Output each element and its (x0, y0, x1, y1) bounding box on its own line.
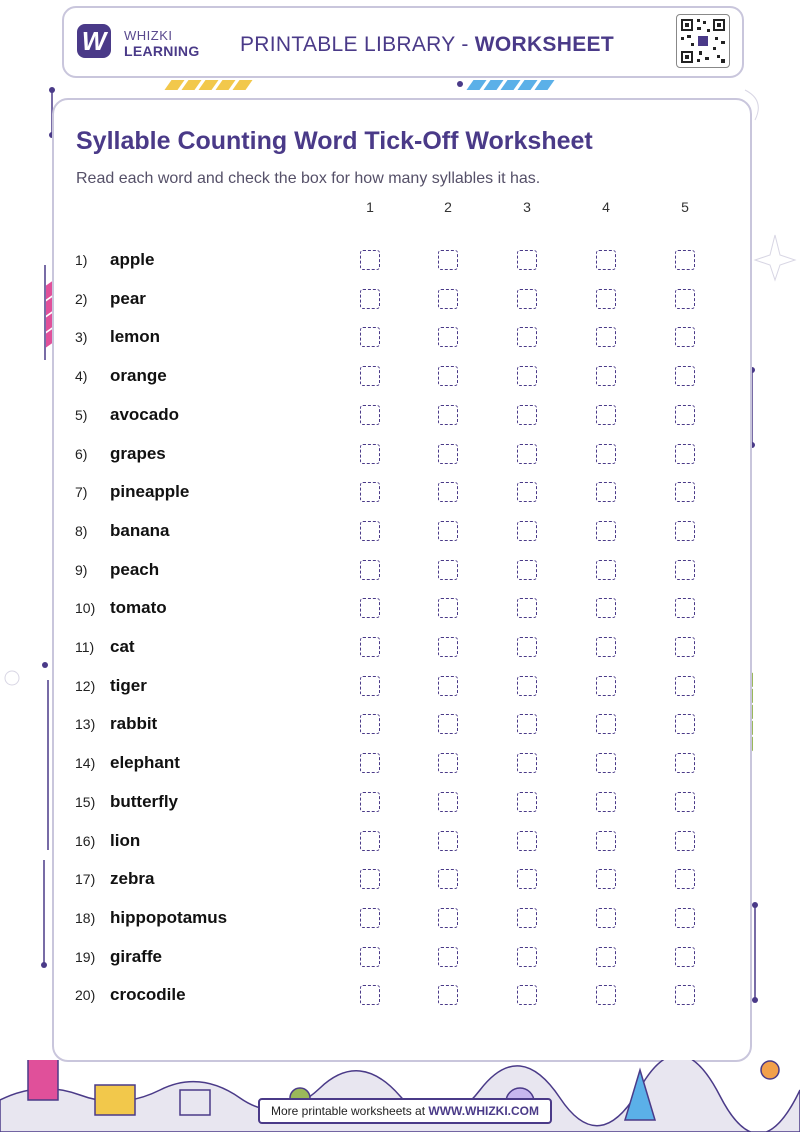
row-number: 1) (75, 252, 88, 268)
row-word: crocodile (110, 985, 186, 1005)
syllable-checkbox-5[interactable] (675, 521, 695, 541)
footer-text: More printable worksheets at (270, 1104, 429, 1118)
header-title-bold: WORKSHEET (474, 33, 614, 56)
row-word: tiger (110, 675, 147, 695)
syllable-checkbox-5[interactable] (675, 753, 695, 773)
syllable-checkbox-3[interactable] (517, 714, 537, 734)
syllable-checkbox-1[interactable] (360, 250, 380, 270)
header-banner (62, 6, 744, 78)
syllable-checkbox-2[interactable] (438, 985, 458, 1005)
syllable-checkbox-4[interactable] (596, 444, 616, 464)
syllable-checkbox-1[interactable] (360, 714, 380, 734)
syllable-checkbox-3[interactable] (517, 985, 537, 1005)
syllable-checkbox-5[interactable] (675, 947, 695, 967)
row-word: pineapple (110, 482, 190, 502)
yellow-stripes (168, 80, 249, 90)
syllable-checkbox-2[interactable] (438, 831, 458, 851)
row-word: pear (110, 288, 146, 308)
syllable-checkbox-4[interactable] (596, 985, 616, 1005)
syllable-checkbox-3[interactable] (517, 560, 537, 580)
syllable-checkbox-2[interactable] (438, 869, 458, 889)
row-word: hippopotamus (110, 907, 228, 927)
syllable-checkbox-5[interactable] (675, 366, 695, 386)
logo-text-bottom: LEARNING (124, 43, 200, 59)
syllable-checkbox-2[interactable] (438, 366, 458, 386)
syllable-checkbox-3[interactable] (517, 444, 537, 464)
row-word: rabbit (110, 714, 158, 734)
syllable-checkbox-1[interactable] (360, 792, 380, 812)
syllable-checkbox-4[interactable] (596, 714, 616, 734)
syllable-checkbox-4[interactable] (596, 947, 616, 967)
syllable-checkbox-4[interactable] (596, 676, 616, 696)
syllable-checkbox-2[interactable] (438, 792, 458, 812)
syllable-checkbox-5[interactable] (675, 598, 695, 618)
syllable-checkbox-3[interactable] (517, 869, 537, 889)
row-word: giraffe (110, 946, 162, 966)
syllable-checkbox-2[interactable] (438, 560, 458, 580)
syllable-checkbox-5[interactable] (675, 482, 695, 502)
syllable-checkbox-3[interactable] (517, 753, 537, 773)
row-number: 3) (75, 329, 88, 346)
qr-code-icon[interactable] (676, 14, 730, 68)
syllable-checkbox-5[interactable] (675, 985, 695, 1005)
row-number: 20) (75, 987, 96, 1004)
syllable-checkbox-2[interactable] (438, 521, 458, 541)
syllable-checkbox-5[interactable] (675, 908, 695, 928)
syllable-checkbox-3[interactable] (517, 792, 537, 812)
logo-icon[interactable]: W (77, 24, 111, 58)
row-word: grapes (110, 443, 166, 463)
syllable-checkbox-4[interactable] (596, 289, 616, 309)
row-word: lemon (110, 327, 161, 347)
row-word: elephant (110, 753, 180, 773)
row-number: 8) (75, 522, 88, 539)
row-number: 5) (75, 406, 88, 423)
blue-stripes (470, 80, 551, 90)
header-title (240, 33, 614, 57)
syllable-checkbox-4[interactable] (596, 250, 616, 270)
syllable-checkbox-2[interactable] (438, 250, 458, 270)
syllable-checkbox-5[interactable] (675, 792, 695, 812)
syllable-checkbox-5[interactable] (675, 444, 695, 464)
syllable-checkbox-4[interactable] (596, 598, 616, 618)
syllable-checkbox-2[interactable] (438, 676, 458, 696)
syllable-checkbox-4[interactable] (596, 908, 616, 928)
row-number: 12) (75, 677, 96, 694)
syllable-checkbox-1[interactable] (360, 908, 380, 928)
syllable-checkbox-2[interactable] (438, 753, 458, 773)
syllable-checkbox-2[interactable] (438, 598, 458, 618)
row-number: 19) (75, 948, 96, 965)
syllable-checkbox-5[interactable] (675, 676, 695, 696)
syllable-checkbox-3[interactable] (517, 831, 537, 851)
footer-link-banner[interactable] (258, 1098, 552, 1124)
syllable-checkbox-4[interactable] (596, 831, 616, 851)
syllable-checkbox-2[interactable] (438, 714, 458, 734)
syllable-checkbox-4[interactable] (596, 327, 616, 347)
column-header-5: 5 (681, 199, 689, 215)
syllable-checkbox-5[interactable] (675, 327, 695, 347)
row-number: 14) (75, 755, 96, 772)
syllable-checkbox-3[interactable] (517, 289, 537, 309)
syllable-checkbox-1[interactable] (360, 521, 380, 541)
worksheet-title: Syllable Counting Word Tick-Off Worksheet (76, 127, 593, 155)
syllable-checkbox-4[interactable] (596, 637, 616, 657)
row-number: 9) (75, 561, 88, 578)
syllable-checkbox-1[interactable] (360, 598, 380, 618)
syllable-checkbox-1[interactable] (360, 637, 380, 657)
syllable-checkbox-1[interactable] (360, 560, 380, 580)
row-number: 4) (75, 368, 88, 385)
row-number: 18) (75, 909, 96, 926)
logo-text-top: WHIZKI (124, 28, 173, 43)
syllable-checkbox-2[interactable] (438, 637, 458, 657)
row-number: 16) (75, 832, 96, 849)
footer-website-link[interactable]: WWW.WHIZKI.COM (428, 1104, 540, 1118)
row-word: cat (110, 637, 135, 656)
syllable-checkbox-3[interactable] (517, 482, 537, 502)
syllable-checkbox-5[interactable] (675, 405, 695, 425)
worksheet-instructions: Read each word and check the box for how many syllables it has. (76, 170, 541, 187)
syllable-checkbox-3[interactable] (517, 250, 537, 270)
row-word: banana (110, 520, 170, 540)
syllable-checkbox-1[interactable] (360, 985, 380, 1005)
row-word: peach (110, 559, 160, 579)
syllable-checkbox-2[interactable] (438, 444, 458, 464)
syllable-checkbox-5[interactable] (675, 831, 695, 851)
syllable-checkbox-1[interactable] (360, 289, 380, 309)
syllable-checkbox-1[interactable] (360, 366, 380, 386)
syllable-checkbox-3[interactable] (517, 908, 537, 928)
syllable-checkbox-1[interactable] (360, 753, 380, 773)
syllable-checkbox-4[interactable] (596, 792, 616, 812)
syllable-checkbox-5[interactable] (675, 714, 695, 734)
syllable-checkbox-2[interactable] (438, 327, 458, 347)
syllable-checkbox-3[interactable] (517, 676, 537, 696)
column-header-3: 3 (523, 199, 531, 215)
row-number: 15) (75, 793, 96, 810)
syllable-checkbox-5[interactable] (675, 250, 695, 270)
syllable-checkbox-4[interactable] (596, 366, 616, 386)
syllable-checkbox-3[interactable] (517, 405, 537, 425)
row-word: lion (110, 830, 141, 850)
syllable-checkbox-5[interactable] (675, 560, 695, 580)
syllable-checkbox-1[interactable] (360, 869, 380, 889)
syllable-checkbox-2[interactable] (438, 908, 458, 928)
syllable-checkbox-2[interactable] (438, 289, 458, 309)
row-number: 2) (75, 290, 88, 307)
row-number: 6) (75, 445, 88, 462)
syllable-checkbox-4[interactable] (596, 560, 616, 580)
row-number: 11) (75, 639, 95, 655)
syllable-checkbox-2[interactable] (438, 482, 458, 502)
syllable-checkbox-3[interactable] (517, 366, 537, 386)
syllable-checkbox-1[interactable] (360, 405, 380, 425)
row-word: avocado (110, 404, 179, 424)
row-number: 13) (75, 716, 96, 733)
syllable-checkbox-1[interactable] (360, 676, 380, 696)
syllable-checkbox-4[interactable] (596, 482, 616, 502)
syllable-checkbox-5[interactable] (675, 869, 695, 889)
row-number: 7) (75, 484, 88, 501)
syllable-checkbox-5[interactable] (675, 637, 695, 657)
syllable-checkbox-1[interactable] (360, 947, 380, 967)
syllable-checkbox-4[interactable] (596, 869, 616, 889)
syllable-checkbox-4[interactable] (596, 753, 616, 773)
row-word: orange (110, 366, 167, 386)
column-header-1: 1 (366, 199, 374, 215)
row-word: zebra (110, 869, 155, 889)
row-word: apple (110, 250, 155, 269)
syllable-checkbox-4[interactable] (596, 405, 616, 425)
syllable-checkbox-1[interactable] (360, 444, 380, 464)
syllable-checkbox-2[interactable] (438, 405, 458, 425)
row-number: 10) (75, 600, 96, 617)
column-header-2: 2 (444, 199, 452, 215)
row-word: tomato (110, 598, 167, 618)
syllable-checkbox-2[interactable] (438, 947, 458, 967)
syllable-checkbox-3[interactable] (517, 521, 537, 541)
syllable-checkbox-1[interactable] (360, 831, 380, 851)
header-title-regular: PRINTABLE LIBRARY - (240, 33, 475, 56)
row-number: 17) (75, 871, 96, 888)
syllable-checkbox-3[interactable] (517, 947, 537, 967)
syllable-checkbox-1[interactable] (360, 327, 380, 347)
syllable-checkbox-3[interactable] (517, 327, 537, 347)
syllable-checkbox-1[interactable] (360, 482, 380, 502)
column-header-4: 4 (602, 199, 610, 215)
syllable-checkbox-4[interactable] (596, 521, 616, 541)
syllable-checkbox-5[interactable] (675, 289, 695, 309)
syllable-checkbox-3[interactable] (517, 598, 537, 618)
row-word: butterfly (110, 791, 178, 811)
syllable-checkbox-3[interactable] (517, 637, 537, 657)
